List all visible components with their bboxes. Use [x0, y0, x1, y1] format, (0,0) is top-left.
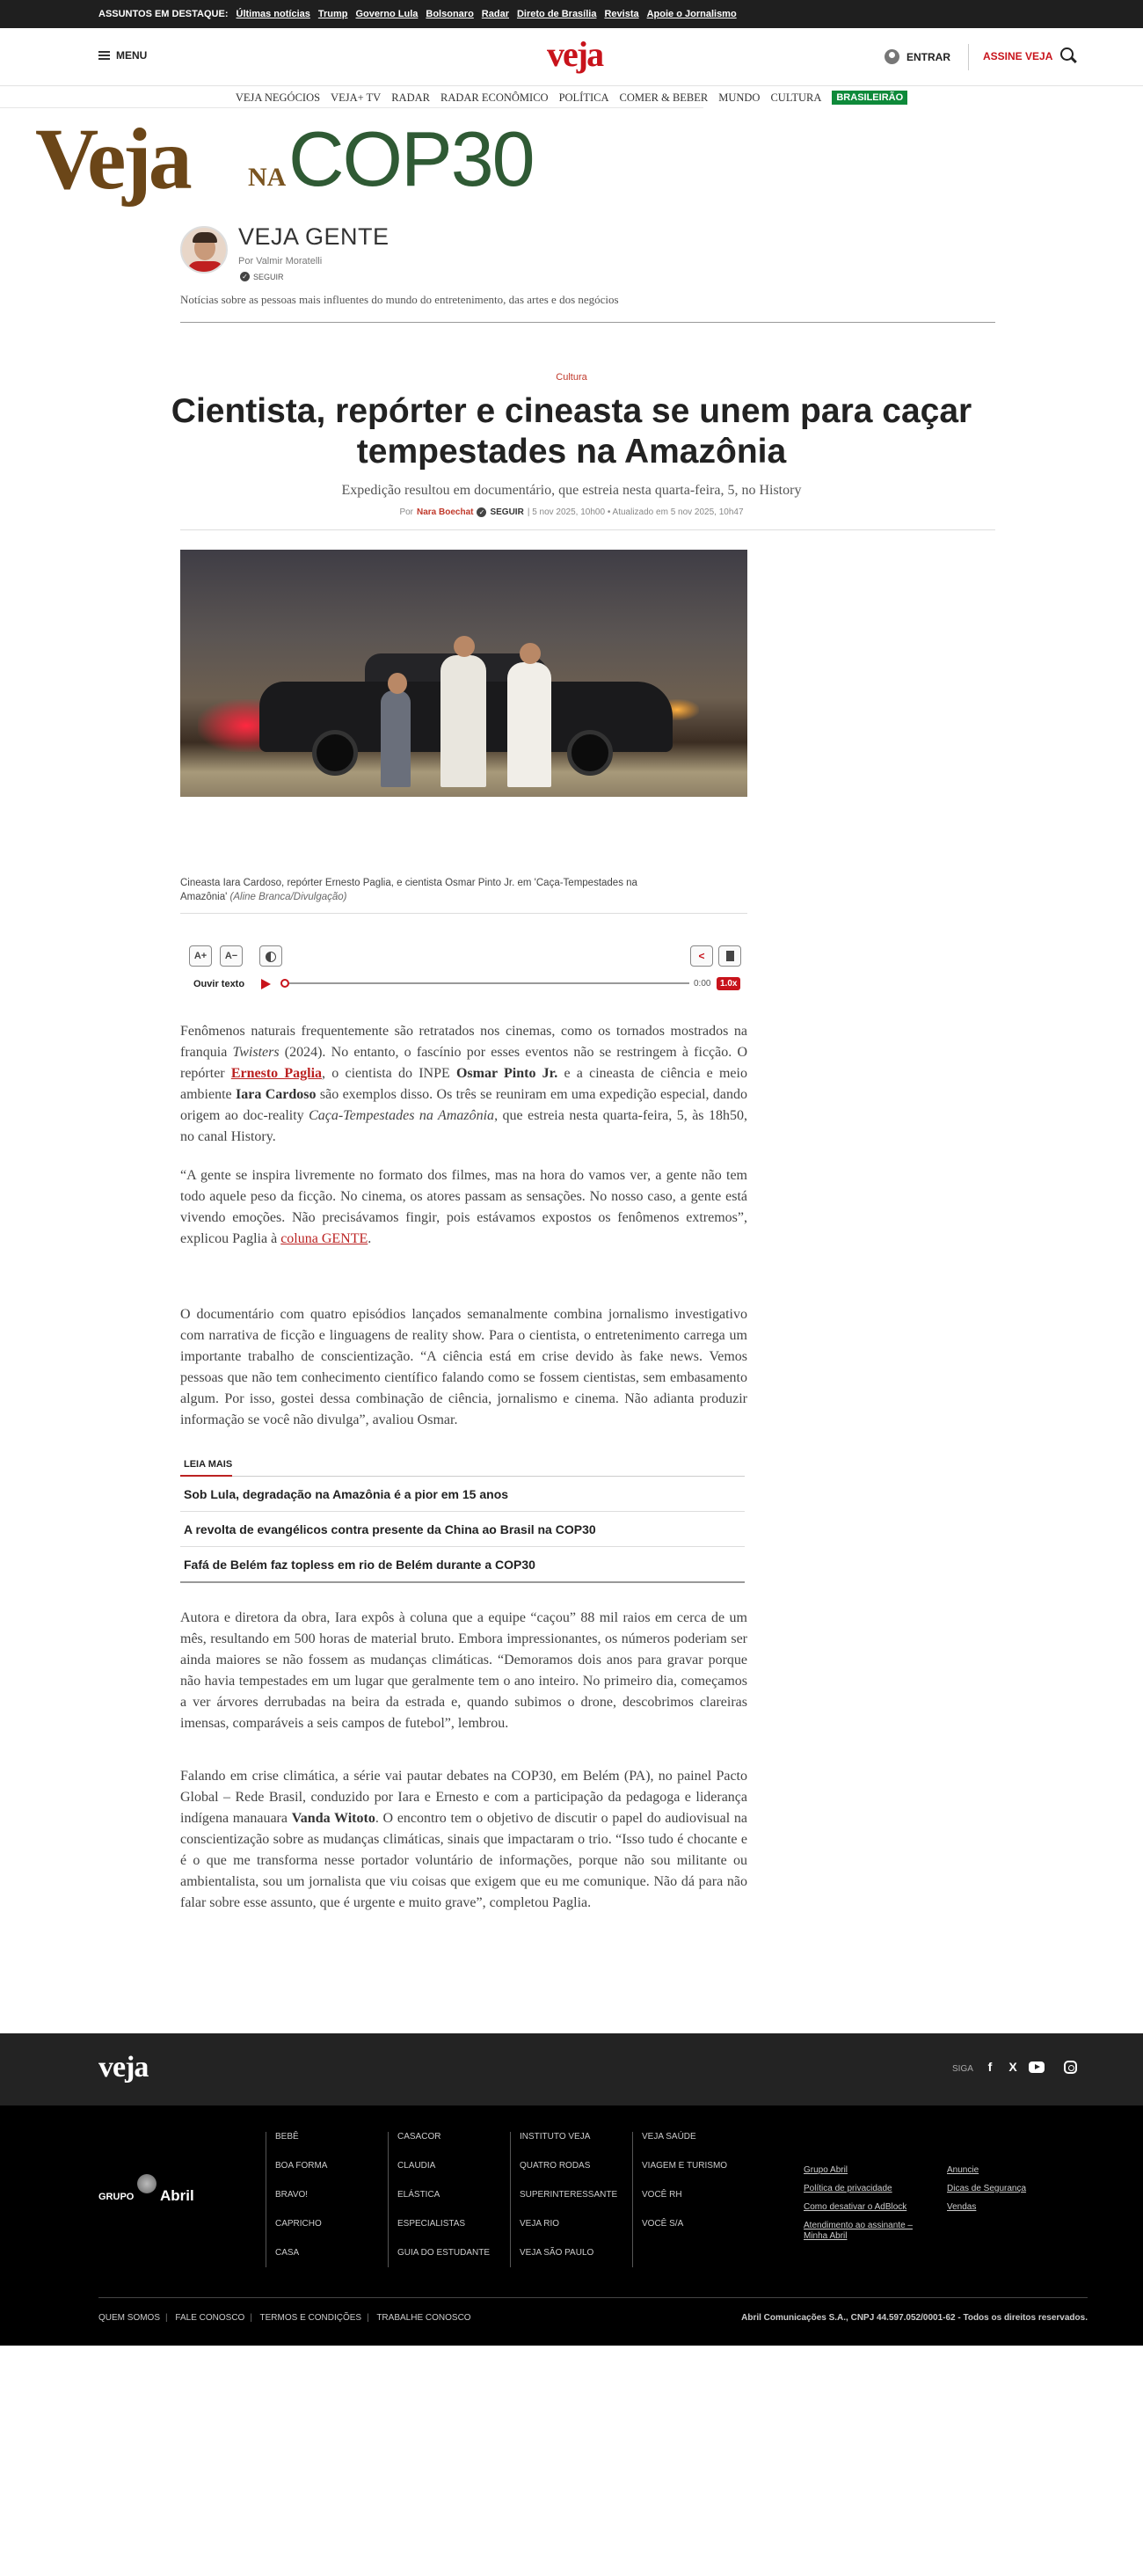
play-icon[interactable] [261, 979, 271, 989]
share-icon: < [698, 950, 705, 962]
column-author: Por Valmir Moratelli [238, 256, 323, 266]
header-divider-line [180, 529, 995, 530]
legal-link[interactable]: Anuncie [947, 2165, 979, 2175]
byline-dates: | 5 nov 2025, 10h00 • Atualizado em 5 nov 2025, 10h47 [527, 507, 744, 517]
footer-link[interactable]: ELÁSTICA [397, 2190, 440, 2200]
footer-link[interactable]: ESPECIALISTAS [397, 2219, 466, 2229]
photo-caption [180, 876, 673, 904]
footer-column-4 [632, 2132, 727, 2267]
grupo-label: GRUPO [98, 2192, 135, 2202]
read-more-item[interactable]: A revolta de evangélicos contra presente da China ao Brasil na COP30 [180, 1512, 745, 1547]
font-increase-button[interactable]: A+ [189, 945, 212, 967]
nav-brasileirao[interactable]: BRASILEIRÃO [832, 91, 907, 105]
search-icon[interactable] [1060, 47, 1074, 61]
footer-legal-right [947, 2165, 1052, 2221]
read-more-item[interactable]: Fafá de Belém faz topless em rio de Belém durante a COP30 [180, 1547, 745, 1583]
link-coluna-gente[interactable]: coluna GENTE [280, 1231, 368, 1246]
font-decrease-button[interactable]: A− [220, 945, 243, 967]
legal-link[interactable]: Grupo Abril [804, 2165, 848, 2175]
footer-bottom-link[interactable]: QUEM SOMOS [98, 2313, 161, 2323]
audio-time: 0:00 [694, 979, 711, 989]
nav-veja-negocios[interactable]: VEJA NEGÓCIOS [235, 91, 321, 104]
footer-link[interactable]: CASACOR [397, 2132, 441, 2142]
highlight-link-bolsonaro[interactable]: Bolsonaro [426, 9, 474, 19]
article-photo [180, 550, 747, 797]
cop30-banner[interactable] [0, 108, 1143, 221]
highlight-link-apoie[interactable]: Apoie o Jornalismo [646, 9, 737, 19]
footer-link[interactable]: VOCÊ S/A [642, 2219, 684, 2229]
body-paragraph-5: Falando em crise climática, a série vai pautar debates na COP30, em Belém (PA), no painel Pacto Global – Rede Brasil, conduzido por Iara e Ernesto e com a participação da pedagoga e liderança indígena manauara Vanda Witoto. O encontro tem o objetivo de discutir o papel do audiovisual na conscientização sobre as mudanças climáticas, sinais que impactaram o trio. “Isso tudo é chocante e é o que me transforma nesse portador voluntário de informações, porque não sou militante ou ambientalista, sou um jornalista que viu coisas que exigem que eu me comunique. Não dá para não falar sobre esse assunto, que é urgente e muito grave”, completou Paglia. [180, 1769, 748, 1910]
bookmark-icon [726, 951, 734, 961]
column-name[interactable]: VEJA GENTE [238, 223, 389, 250]
footer-link[interactable]: VOCÊ RH [642, 2190, 682, 2200]
legal-link[interactable]: Dicas de Segurança [947, 2184, 1027, 2193]
audio-speed-button[interactable]: 1.0x [717, 977, 740, 990]
nav-radar[interactable]: RADAR [391, 91, 430, 104]
follow-label: SIGA [952, 2064, 973, 2074]
menu-button[interactable] [98, 49, 147, 62]
user-icon [885, 49, 899, 64]
footer-link[interactable]: BEBÊ [275, 2132, 299, 2142]
facebook-icon[interactable]: f [987, 2060, 993, 2074]
body-paragraph-4: Autora e diretora da obra, Iara expôs à coluna que a equipe “caçou” 88 mil raios em cerca de um mês, resultando em 500 horas de material bruto. Embora impressionantes, os números poderiam ser ainda maiores se não fossem as mudanças climáticas. “Demoramos dois anos para gravar porque não havia tempestades em um lugar que geralmente tem o ano inteiro. No primeiro dia, começamos a ver árvores derrubadas na beira da estrada e, quando subimos o drone, descobrimos clareiras imensas, comparáveis a seis campos de futebol”, lembrou. [180, 1610, 747, 1731]
article-kicker[interactable]: Cultura [556, 372, 587, 383]
article-body [180, 1021, 747, 1431]
legal-link[interactable]: Atendimento ao assinante – Minha Abril [804, 2221, 913, 2241]
footer-link[interactable]: VEJA SÃO PAULO [520, 2248, 594, 2258]
author-avatar[interactable] [180, 226, 228, 274]
footer-column-3 [510, 2132, 617, 2267]
check-icon: ✓ [240, 272, 250, 281]
login-label: ENTRAR [906, 50, 950, 63]
banner-na: NA [248, 163, 287, 192]
bookmark-button[interactable] [718, 945, 741, 967]
banner-brand: Veja [35, 110, 189, 208]
footer-logo[interactable]: veja [98, 2051, 149, 2083]
legal-link[interactable]: Como desativar o AdBlock [804, 2202, 907, 2212]
column-description: Notícias sobre as pessoas mais influentes do mundo do entretenimento, das artes e dos negócios [180, 293, 619, 306]
column-follow-button[interactable] [240, 272, 284, 281]
footer-link[interactable]: CASA [275, 2248, 300, 2258]
check-icon: ✓ [477, 507, 486, 517]
body-paragraph-1: Fenômenos naturais frequentemente são retratados nos cinemas, como os tornados mostrados na franquia Twisters (2024). No entanto, o fascínio por esses eventos não se restringem à ficção. O repórter Ernesto Paglia, o cientista do INPE Osmar Pinto Jr. e a cineasta de ciência e meio ambiente Iara Cardoso são exemplos disso. Os três se reuniram em uma expedição especial, dando origem ao doc-reality Caça-Tempestades na Amazônia, que estreia nesta quarta-feira, 5, às 18h50, no canal History. [180, 1024, 748, 1144]
footer-legal-left [804, 2165, 927, 2250]
highlights-label: ASSUNTOS EM DESTAQUE: [98, 9, 229, 19]
footer-column-2 [388, 2132, 490, 2267]
read-more-item[interactable]: Sob Lula, degradação na Amazônia é a pior em 15 anos [180, 1477, 745, 1512]
abril-label: Abril [160, 2187, 194, 2204]
legal-link[interactable]: Política de privacidade [804, 2184, 892, 2193]
byline-follow[interactable]: SEGUIR [490, 507, 524, 517]
column-header [0, 221, 1143, 333]
audio-progress-knob[interactable] [280, 979, 289, 988]
section-nav [0, 88, 1143, 107]
read-more-title: LEIA MAIS [180, 1459, 232, 1477]
highlight-link-direto-brasilia[interactable]: Direto de Brasília [516, 9, 597, 19]
header-divider [968, 44, 969, 70]
nav-comer-beber[interactable]: COMER & BEBER [619, 91, 709, 104]
subscribe-link[interactable]: ASSINE VEJA [983, 50, 1053, 62]
byline-author[interactable]: Nara Boechat [417, 507, 474, 517]
article-tools [180, 914, 747, 967]
caption-credit: (Aline Branca/Divulgação) [229, 892, 347, 902]
copyright: Abril Comunicações S.A., CNPJ 44.597.052/0001-62 - Todos os direitos reservados. [741, 2313, 1088, 2323]
body-paragraph-3: O documentário com quatro episódios lançados semanalmente combina jornalismo investigativo com narrativa de ficção e linguagens de reality show. Para o cientista, o entretenimento carrega um importante trabalho de conscientização. “A ciência está em crise devido às fake news. Vemos pessoas que não tem conhecimento científico falando como se fossem cientistas, sem embasamento algum. Por isso, gostei dessa combinação de ciência, jornalismo e cinema. Não adianta produzir informação se você não divulga”, avaliou Osmar. [180, 1307, 747, 1427]
read-more-box [180, 1456, 745, 1583]
login-button[interactable] [885, 49, 950, 64]
highlight-link-radar[interactable]: Radar [481, 9, 509, 19]
footer-link[interactable]: VEJA RIO [520, 2219, 560, 2229]
article-body-continued [180, 1608, 747, 1914]
footer-link[interactable]: GUIA DO ESTUDANTE [397, 2248, 491, 2258]
contrast-button[interactable] [259, 945, 282, 967]
highlight-link-revista[interactable]: Revista [604, 9, 639, 19]
body-paragraph-2: “A gente se inspira livremente no formato dos filmes, mas na hora do vamos ver, a gente não tem todo aquele peso da ficção. No cinema, os atores passam as sensações. No nosso caso, a gente está vivendo emoções. Não precisávamos fingir, pois estávamos expostos os fenômenos extremos”, explicou Paglia à coluna GENTE. [180, 1168, 747, 1246]
footer-link[interactable]: CLAUDIA [397, 2161, 436, 2171]
article-byline [0, 507, 1143, 517]
nav-radar-economico[interactable]: RADAR ECONÔMICO [440, 91, 549, 104]
highlight-link-trump[interactable]: Trump [317, 9, 348, 19]
legal-link[interactable]: Vendas [947, 2202, 977, 2212]
column-divider [180, 322, 995, 323]
audio-label: Ouvir texto [193, 979, 245, 989]
article-header [0, 333, 1143, 517]
footer-link[interactable]: VIAGEM E TURISMO [642, 2161, 728, 2171]
article-subtitle: Expedição resultou em documentário, que estreia nesta quarta-feira, 5, no History [341, 483, 802, 498]
footer-main [0, 2105, 1143, 2331]
footer-link[interactable]: BRAVO! [275, 2190, 309, 2200]
footer-link[interactable]: VEJA SAÚDE [642, 2132, 696, 2142]
footer-link[interactable]: CAPRICHO [275, 2219, 322, 2229]
nav-mundo[interactable]: MUNDO [718, 91, 761, 104]
x-icon[interactable]: X [1008, 2060, 1017, 2074]
byline-por: Por [399, 507, 413, 517]
footer-link[interactable]: INSTITUTO VEJA [520, 2132, 591, 2142]
caption-text: Cineasta Iara Cardoso, repórter Ernesto Paglia, e cientista Osmar Pinto Jr. em 'Caça-Tempestades na Amazônia' [180, 878, 637, 902]
menu-label: MENU [116, 49, 148, 62]
footer-bottom-link[interactable]: TRABALHE CONOSCO [376, 2313, 471, 2323]
audio-player [180, 975, 747, 996]
column-follow-label: SEGUIR [253, 272, 284, 281]
contrast-icon [266, 952, 276, 962]
footer-link[interactable]: BOA FORMA [275, 2161, 328, 2171]
footer-bottom-link[interactable]: TERMOS E CONDIÇÕES [259, 2313, 362, 2323]
instagram-icon[interactable] [1064, 2061, 1077, 2074]
veja-logo[interactable]: veja [547, 34, 603, 74]
footer-link[interactable]: SUPERINTERESSANTE [520, 2190, 618, 2200]
footer-bottom: QUEM SOMOS | FALE CONOSCO | TERMOS E CONDIÇÕES | TRABALHE CONOSCO Abril Comunicações S.A., CNPJ 44.597.052/0001-62 - Todos os direitos reservados. [98, 2313, 1088, 2323]
article-title: Cientista, repórter e cineasta se unem para caçar tempestades na Amazônia [171, 392, 972, 471]
share-button[interactable] [690, 945, 713, 967]
footer-bottom-link[interactable]: FALE CONOSCO [175, 2313, 245, 2323]
highlight-link-governo-lula[interactable]: Governo Lula [355, 9, 419, 19]
youtube-icon[interactable] [1029, 2062, 1045, 2073]
footer-divider [98, 2297, 1088, 2298]
highlights-bar [0, 0, 1143, 28]
link-ernesto-paglia[interactable]: Ernesto Paglia [230, 1066, 323, 1081]
nav-politica[interactable]: POLÍTICA [558, 91, 609, 104]
footer-top [0, 2033, 1143, 2105]
site-header [0, 28, 1143, 86]
tree-icon [137, 2174, 157, 2193]
hamburger-icon [98, 51, 110, 60]
banner-event: COP30 [288, 115, 534, 202]
nav-veja-tv[interactable]: VEJA+ TV [331, 91, 382, 104]
audio-progress-track[interactable] [289, 982, 689, 984]
footer-link[interactable]: QUATRO RODAS [520, 2161, 591, 2171]
highlight-link-ultimas[interactable]: Últimas notícias [236, 9, 310, 19]
nav-cultura[interactable]: CULTURA [770, 91, 822, 104]
footer-column-1 [266, 2132, 327, 2267]
